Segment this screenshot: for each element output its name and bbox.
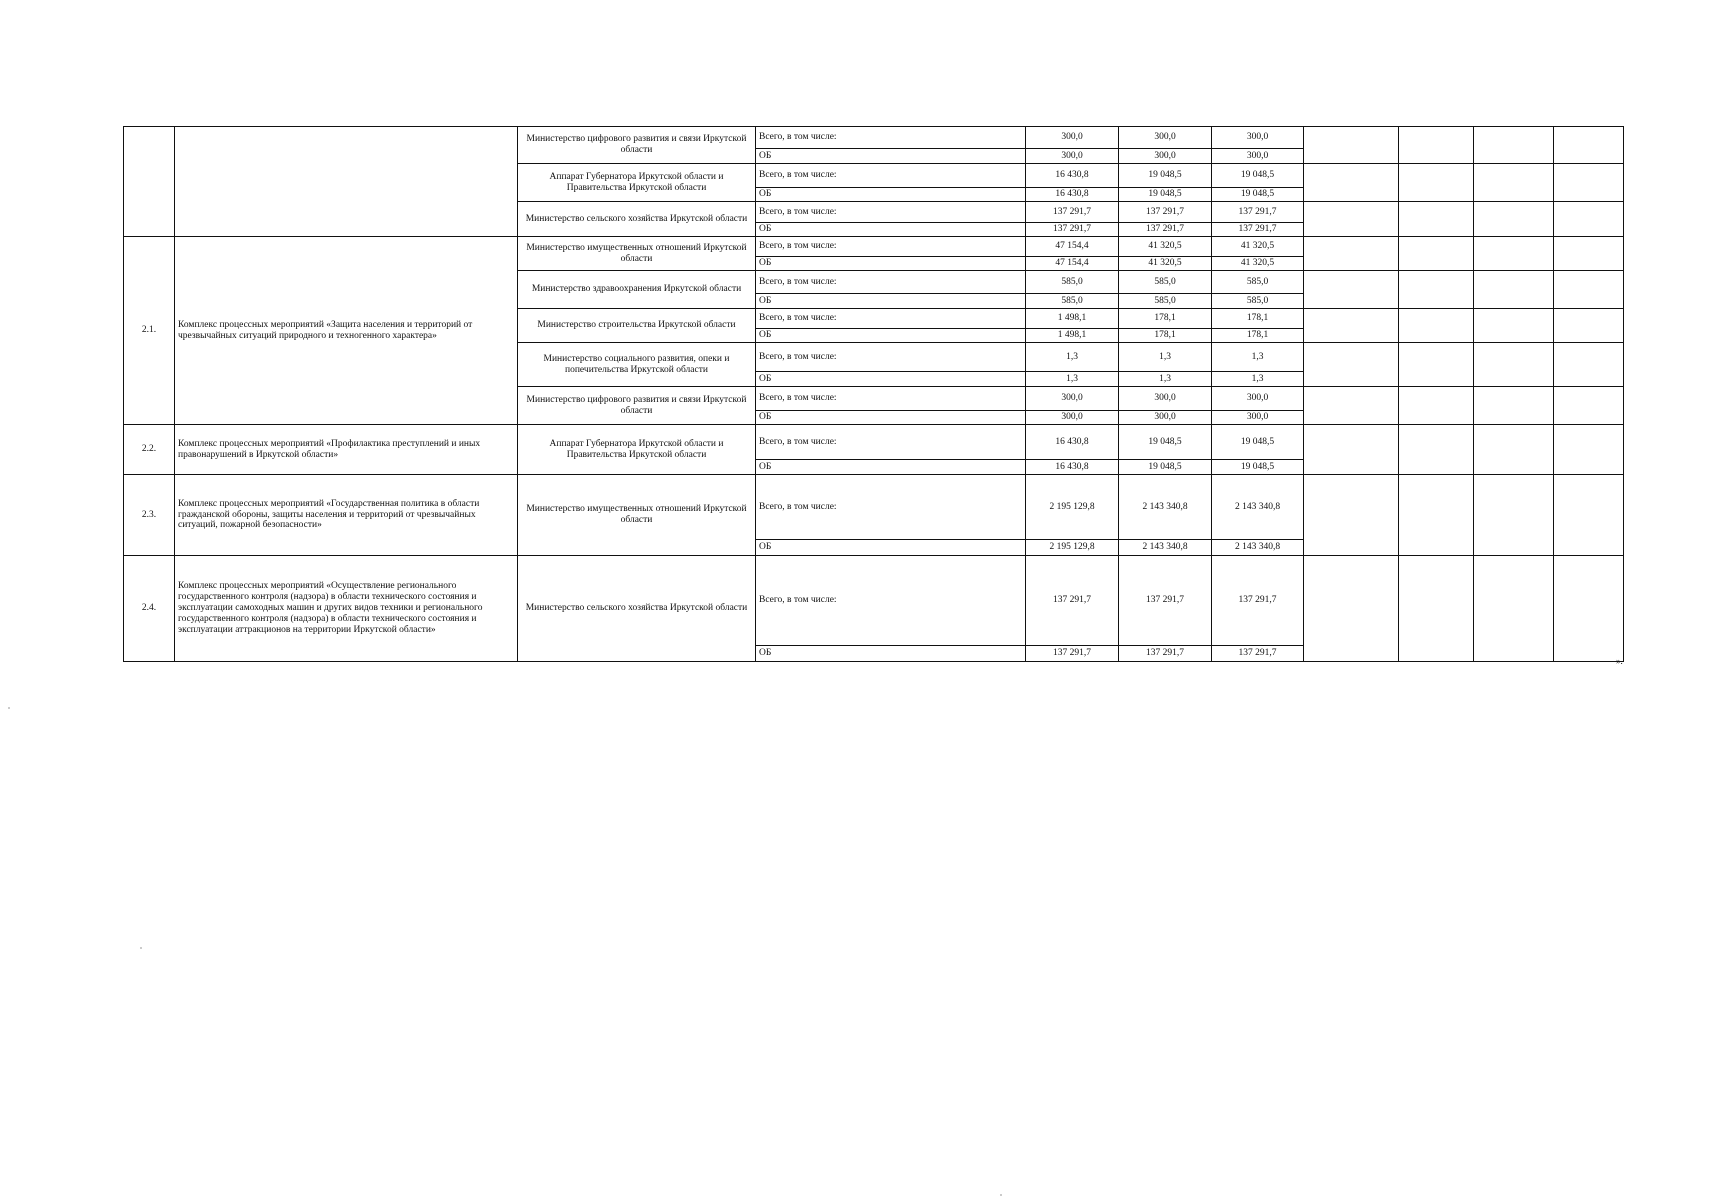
- executor-name: Министерство социального развития, опеки и попечительства Иркутской области: [518, 343, 756, 387]
- empty-cell: [1474, 202, 1554, 237]
- funding-ob-label: ОБ: [756, 223, 1026, 237]
- funding-total-label: Всего, в том числе:: [756, 343, 1026, 372]
- funding-total-label: Всего, в том числе:: [756, 556, 1026, 646]
- measure-name: Комплекс процессных мероприятий «Защита населения и территорий от чрезвычайных ситуаций природного и техногенного характера»: [175, 237, 518, 425]
- total-value: 19 048,5: [1119, 164, 1212, 188]
- funding-ob-label: ОБ: [756, 372, 1026, 387]
- total-value: 16 430,8: [1026, 164, 1119, 188]
- empty-cell: [1304, 237, 1399, 271]
- total-value: 300,0: [1026, 127, 1119, 149]
- table-row: [124, 475, 1624, 540]
- empty-cell: [1554, 271, 1624, 309]
- measure-name: Комплекс процессных мероприятий «Осуществление регионального государственного контроля (надзора) в области технического состояния и эксплуатации самоходных машин и других видов техники и регионального государственного контроля (надзора) в области технического состояния и эксплуатации аттракционов на территории Иркутской области»: [175, 556, 518, 662]
- row-number: 2.1.: [124, 237, 175, 425]
- funding-total-label: Всего, в том числе:: [756, 475, 1026, 540]
- total-value: 2 195 129,8: [1026, 475, 1119, 540]
- table-row: [124, 425, 1624, 460]
- empty-cell: [1554, 387, 1624, 425]
- total-value: 137 291,7: [1212, 556, 1304, 646]
- ob-value: 1,3: [1212, 372, 1304, 387]
- executor-name: Министерство строительства Иркутской области: [518, 309, 756, 343]
- table-body: [124, 127, 1624, 662]
- empty-cell: [1399, 343, 1474, 387]
- total-value: 1,3: [1026, 343, 1119, 372]
- empty-cell: [1474, 237, 1554, 271]
- empty-cell: [1399, 164, 1474, 202]
- empty-cell: [1399, 425, 1474, 475]
- empty-cell: [1304, 475, 1399, 556]
- funding-total-label: Всего, в том числе:: [756, 271, 1026, 294]
- row-number: 2.3.: [124, 475, 175, 556]
- funding-total-label: Всего, в том числе:: [756, 237, 1026, 257]
- ob-value: 16 430,8: [1026, 188, 1119, 202]
- row-number: 2.4.: [124, 556, 175, 662]
- total-value: 300,0: [1119, 387, 1212, 411]
- funding-ob-label: ОБ: [756, 646, 1026, 662]
- total-value: 300,0: [1212, 387, 1304, 411]
- total-value: 2 143 340,8: [1212, 475, 1304, 540]
- empty-cell: [1474, 271, 1554, 309]
- funding-total-label: Всего, в том числе:: [756, 202, 1026, 223]
- ob-value: 19 048,5: [1119, 188, 1212, 202]
- total-value: 137 291,7: [1026, 202, 1119, 223]
- funding-ob-label: ОБ: [756, 149, 1026, 164]
- funding-ob-label: ОБ: [756, 329, 1026, 343]
- executor-name: Министерство цифрового развития и связи Иркутской области: [518, 387, 756, 425]
- funding-total-label: Всего, в том числе:: [756, 425, 1026, 460]
- ob-value: 585,0: [1119, 294, 1212, 309]
- funding-total-label: Всего, в том числе:: [756, 309, 1026, 329]
- end-mark: ».: [1616, 656, 1623, 666]
- executor-name: Министерство цифрового развития и связи Иркутской области: [518, 127, 756, 164]
- empty-cell: [1304, 202, 1399, 237]
- funding-total-label: Всего, в том числе:: [756, 127, 1026, 149]
- empty-cell: [1554, 475, 1624, 556]
- empty-cell: [1474, 164, 1554, 202]
- ob-value: 585,0: [1212, 294, 1304, 309]
- empty-cell: [1554, 127, 1624, 164]
- empty-cell: [1304, 127, 1399, 164]
- ob-value: 19 048,5: [1212, 188, 1304, 202]
- row-number: [124, 127, 175, 237]
- ob-value: 2 143 340,8: [1119, 540, 1212, 556]
- empty-cell: [1399, 475, 1474, 556]
- ob-value: 19 048,5: [1119, 460, 1212, 475]
- funding-ob-label: ОБ: [756, 188, 1026, 202]
- empty-cell: [1554, 425, 1624, 475]
- empty-cell: [1554, 343, 1624, 387]
- empty-cell: [1304, 556, 1399, 662]
- executor-name: Министерство здравоохранения Иркутской области: [518, 271, 756, 309]
- ob-value: 300,0: [1212, 411, 1304, 425]
- funding-total-label: Всего, в том числе:: [756, 387, 1026, 411]
- funding-total-label: Всего, в том числе:: [756, 164, 1026, 188]
- total-value: 137 291,7: [1119, 202, 1212, 223]
- total-value: 585,0: [1212, 271, 1304, 294]
- empty-cell: [1304, 343, 1399, 387]
- empty-cell: [1554, 309, 1624, 343]
- ob-value: 300,0: [1212, 149, 1304, 164]
- ob-value: 300,0: [1119, 411, 1212, 425]
- empty-cell: [1399, 202, 1474, 237]
- table-row: [124, 556, 1624, 646]
- total-value: 19 048,5: [1119, 425, 1212, 460]
- empty-cell: [1474, 425, 1554, 475]
- total-value: 137 291,7: [1212, 202, 1304, 223]
- total-value: 178,1: [1119, 309, 1212, 329]
- total-value: 41 320,5: [1119, 237, 1212, 257]
- row-number: 2.2.: [124, 425, 175, 475]
- empty-cell: [1554, 164, 1624, 202]
- total-value: 19 048,5: [1212, 164, 1304, 188]
- ob-value: 585,0: [1026, 294, 1119, 309]
- total-value: 16 430,8: [1026, 425, 1119, 460]
- empty-cell: [1399, 271, 1474, 309]
- executor-name: Аппарат Губернатора Иркутской области и Правительства Иркутской области: [518, 425, 756, 475]
- total-value: 1 498,1: [1026, 309, 1119, 329]
- executor-name: Аппарат Губернатора Иркутской области и Правительства Иркутской области: [518, 164, 756, 202]
- empty-cell: [1399, 309, 1474, 343]
- empty-cell: [1474, 387, 1554, 425]
- empty-cell: [1554, 556, 1624, 662]
- total-value: 1,3: [1119, 343, 1212, 372]
- table-row: [124, 127, 1624, 149]
- empty-cell: [1554, 237, 1624, 271]
- table-row: [124, 237, 1624, 257]
- scan-speck: [140, 947, 142, 949]
- executor-name: Министерство имущественных отношений Иркутской области: [518, 237, 756, 271]
- empty-cell: [1399, 556, 1474, 662]
- ob-value: 137 291,7: [1026, 223, 1119, 237]
- measure-name: [175, 127, 518, 237]
- total-value: 300,0: [1119, 127, 1212, 149]
- empty-cell: [1304, 387, 1399, 425]
- scan-speck: [8, 707, 10, 709]
- ob-value: 178,1: [1212, 329, 1304, 343]
- executor-name: Министерство сельского хозяйства Иркутской области: [518, 202, 756, 237]
- executor-name: Министерство имущественных отношений Иркутской области: [518, 475, 756, 556]
- ob-value: 41 320,5: [1212, 257, 1304, 271]
- ob-value: 137 291,7: [1212, 646, 1304, 662]
- empty-cell: [1474, 556, 1554, 662]
- ob-value: 137 291,7: [1119, 646, 1212, 662]
- measure-name: Комплекс процессных мероприятий «Государственная политика в области гражданской обороны, защиты населения и территорий от чрезвычайных ситуаций, пожарной безопасности»: [175, 475, 518, 556]
- ob-value: 137 291,7: [1119, 223, 1212, 237]
- total-value: 585,0: [1026, 271, 1119, 294]
- total-value: 137 291,7: [1119, 556, 1212, 646]
- ob-value: 2 195 129,8: [1026, 540, 1119, 556]
- empty-cell: [1474, 475, 1554, 556]
- ob-value: 1,3: [1119, 372, 1212, 387]
- total-value: 585,0: [1119, 271, 1212, 294]
- funding-ob-label: ОБ: [756, 294, 1026, 309]
- ob-value: 1,3: [1026, 372, 1119, 387]
- scan-speck: [1000, 1194, 1002, 1196]
- empty-cell: [1474, 343, 1554, 387]
- total-value: 300,0: [1026, 387, 1119, 411]
- ob-value: 300,0: [1026, 149, 1119, 164]
- empty-cell: [1304, 309, 1399, 343]
- empty-cell: [1399, 237, 1474, 271]
- funding-ob-label: ОБ: [756, 411, 1026, 425]
- funding-ob-label: ОБ: [756, 257, 1026, 271]
- ob-value: 178,1: [1119, 329, 1212, 343]
- ob-value: 47 154,4: [1026, 257, 1119, 271]
- measure-name: Комплекс процессных мероприятий «Профилактика преступлений и иных правонарушений в Иркутской области»: [175, 425, 518, 475]
- total-value: 137 291,7: [1026, 556, 1119, 646]
- empty-cell: [1304, 164, 1399, 202]
- executor-name: Министерство сельского хозяйства Иркутской области: [518, 556, 756, 662]
- ob-value: 16 430,8: [1026, 460, 1119, 475]
- total-value: 300,0: [1212, 127, 1304, 149]
- total-value: 1,3: [1212, 343, 1304, 372]
- empty-cell: [1474, 309, 1554, 343]
- ob-value: 300,0: [1119, 149, 1212, 164]
- empty-cell: [1304, 271, 1399, 309]
- empty-cell: [1304, 425, 1399, 475]
- empty-cell: [1399, 127, 1474, 164]
- total-value: 2 143 340,8: [1119, 475, 1212, 540]
- budget-table: [123, 126, 1624, 662]
- funding-ob-label: ОБ: [756, 460, 1026, 475]
- ob-value: 41 320,5: [1119, 257, 1212, 271]
- total-value: 41 320,5: [1212, 237, 1304, 257]
- ob-value: 137 291,7: [1212, 223, 1304, 237]
- total-value: 19 048,5: [1212, 425, 1304, 460]
- ob-value: 19 048,5: [1212, 460, 1304, 475]
- empty-cell: [1474, 127, 1554, 164]
- ob-value: 1 498,1: [1026, 329, 1119, 343]
- funding-ob-label: ОБ: [756, 540, 1026, 556]
- empty-cell: [1554, 202, 1624, 237]
- empty-cell: [1399, 387, 1474, 425]
- ob-value: 137 291,7: [1026, 646, 1119, 662]
- ob-value: 300,0: [1026, 411, 1119, 425]
- total-value: 178,1: [1212, 309, 1304, 329]
- total-value: 47 154,4: [1026, 237, 1119, 257]
- ob-value: 2 143 340,8: [1212, 540, 1304, 556]
